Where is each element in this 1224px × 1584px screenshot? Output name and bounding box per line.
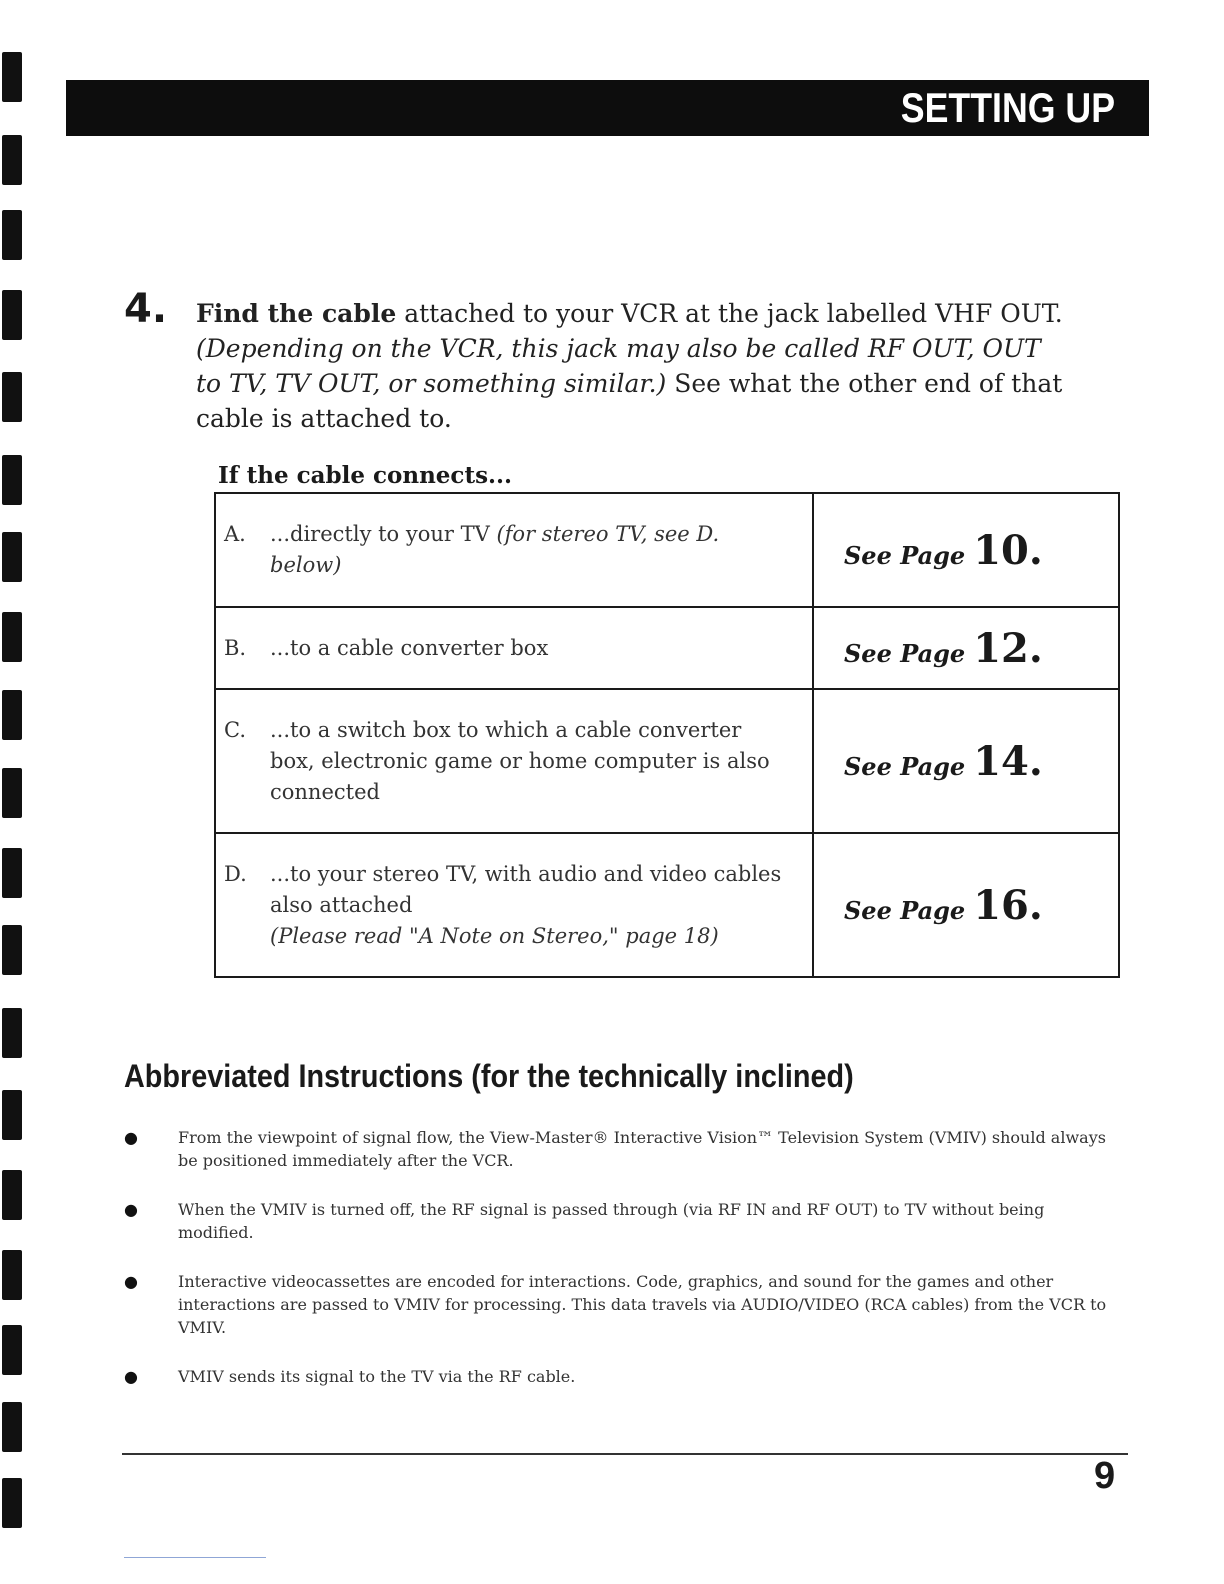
step-text-1: attached to your VCR at the jack labelled VHF OUT.	[396, 299, 1063, 328]
page-number: 9	[1094, 1455, 1116, 1497]
table-heading: If the cable connects...	[218, 462, 513, 489]
abbreviated-instructions-title: Abbreviated Instructions (for the technically inclined)	[124, 1058, 854, 1094]
option-letter: D.	[224, 861, 247, 886]
section-header-bar	[66, 80, 1149, 136]
page-reference	[813, 493, 1119, 607]
option-letter: B.	[224, 635, 247, 660]
list-item	[124, 1365, 1114, 1388]
binding-hole	[2, 290, 22, 340]
page-ref-number: 14.	[973, 737, 1043, 785]
bullet-text: When the VMIV is turned off, the RF signal is passed through (via RF IN and RF OUT) to TV without being modified.	[178, 1200, 1045, 1242]
binding-hole	[2, 1402, 22, 1452]
binding-hole	[2, 768, 22, 818]
option-text: ...to a switch box to which a cable converter box, electronic game or home computer is also connected	[270, 717, 770, 804]
option-letter: C.	[224, 717, 246, 742]
step-text-2: See what the other end of that cable is attached to.	[196, 369, 1063, 433]
page-reference	[813, 607, 1119, 689]
option-text: ...to a cable converter box	[270, 635, 549, 660]
binding-hole	[2, 52, 22, 102]
binding-hole	[2, 848, 22, 898]
binding-hole	[2, 612, 22, 662]
step-lead: Find the cable	[196, 299, 397, 328]
option-description	[215, 493, 813, 607]
list-item	[124, 1270, 1114, 1339]
option-text: ...directly to your TV	[270, 522, 497, 546]
list-item	[124, 1198, 1114, 1244]
bullet-icon: ●	[124, 1128, 138, 1147]
option-description	[215, 607, 813, 689]
bottom-divider	[124, 1557, 266, 1558]
page-reference	[813, 833, 1119, 977]
binding-hole	[2, 210, 22, 260]
see-page-label: See Page	[843, 751, 966, 781]
binding-hole	[2, 1250, 22, 1300]
bullet-icon: ●	[124, 1272, 138, 1291]
binding-hole	[2, 690, 22, 740]
table-row	[215, 689, 1119, 833]
spiral-binding	[0, 0, 30, 1584]
table-row	[215, 833, 1119, 977]
option-letter: A.	[224, 522, 246, 546]
binding-hole	[2, 532, 22, 582]
page-ref-number: 16.	[973, 881, 1043, 929]
see-page-label: See Page	[843, 895, 966, 925]
page-reference	[813, 689, 1119, 833]
footer-divider	[122, 1453, 1128, 1455]
page-ref-number: 12.	[973, 624, 1043, 672]
binding-hole	[2, 1170, 22, 1220]
option-description	[215, 689, 813, 833]
step-number: 4.	[124, 286, 168, 332]
page-ref-number: 10.	[973, 526, 1043, 574]
option-description	[215, 833, 813, 977]
see-page-label: See Page	[843, 638, 966, 668]
bullet-text: VMIV sends its signal to the TV via the RF cable.	[178, 1367, 576, 1386]
binding-hole	[2, 455, 22, 505]
option-note: (for stereo TV, see D. below)	[270, 522, 720, 577]
step-instructions	[196, 296, 1066, 436]
see-page-label: See Page	[843, 540, 966, 570]
section-title: SETTING UP	[900, 84, 1115, 131]
option-text: ...to your stereo TV, with audio and video cables also attached	[270, 861, 782, 917]
table-row	[215, 607, 1119, 689]
connection-options-table	[214, 492, 1120, 978]
binding-hole	[2, 1325, 22, 1375]
binding-hole	[2, 372, 22, 422]
bullet-icon: ●	[124, 1367, 138, 1386]
binding-hole	[2, 135, 22, 185]
bullet-text: Interactive videocassettes are encoded for interactions. Code, graphics, and sound for the games and other interactions are passed to VMIV for processing. This data travels via AUDIO/VIDEO (RCA cables) from the VCR to VMIV.	[178, 1272, 1107, 1337]
bullet-text: From the viewpoint of signal flow, the View-Master® Interactive Vision™ Television System (VMIV) should always be positioned immediately after the VCR.	[178, 1128, 1106, 1170]
binding-hole	[2, 1008, 22, 1058]
step-note: (Depending on the VCR, this jack may also be called RF OUT, OUT to TV, TV OUT, or something similar.)	[196, 334, 1041, 398]
list-item	[124, 1126, 1114, 1172]
table-row	[215, 493, 1119, 607]
option-note: (Please read "A Note on Stereo," page 18)	[270, 923, 719, 948]
binding-hole	[2, 1478, 22, 1528]
bullet-icon: ●	[124, 1200, 138, 1219]
binding-hole	[2, 925, 22, 975]
binding-hole	[2, 1090, 22, 1140]
abbreviated-instructions-list	[124, 1126, 1114, 1414]
